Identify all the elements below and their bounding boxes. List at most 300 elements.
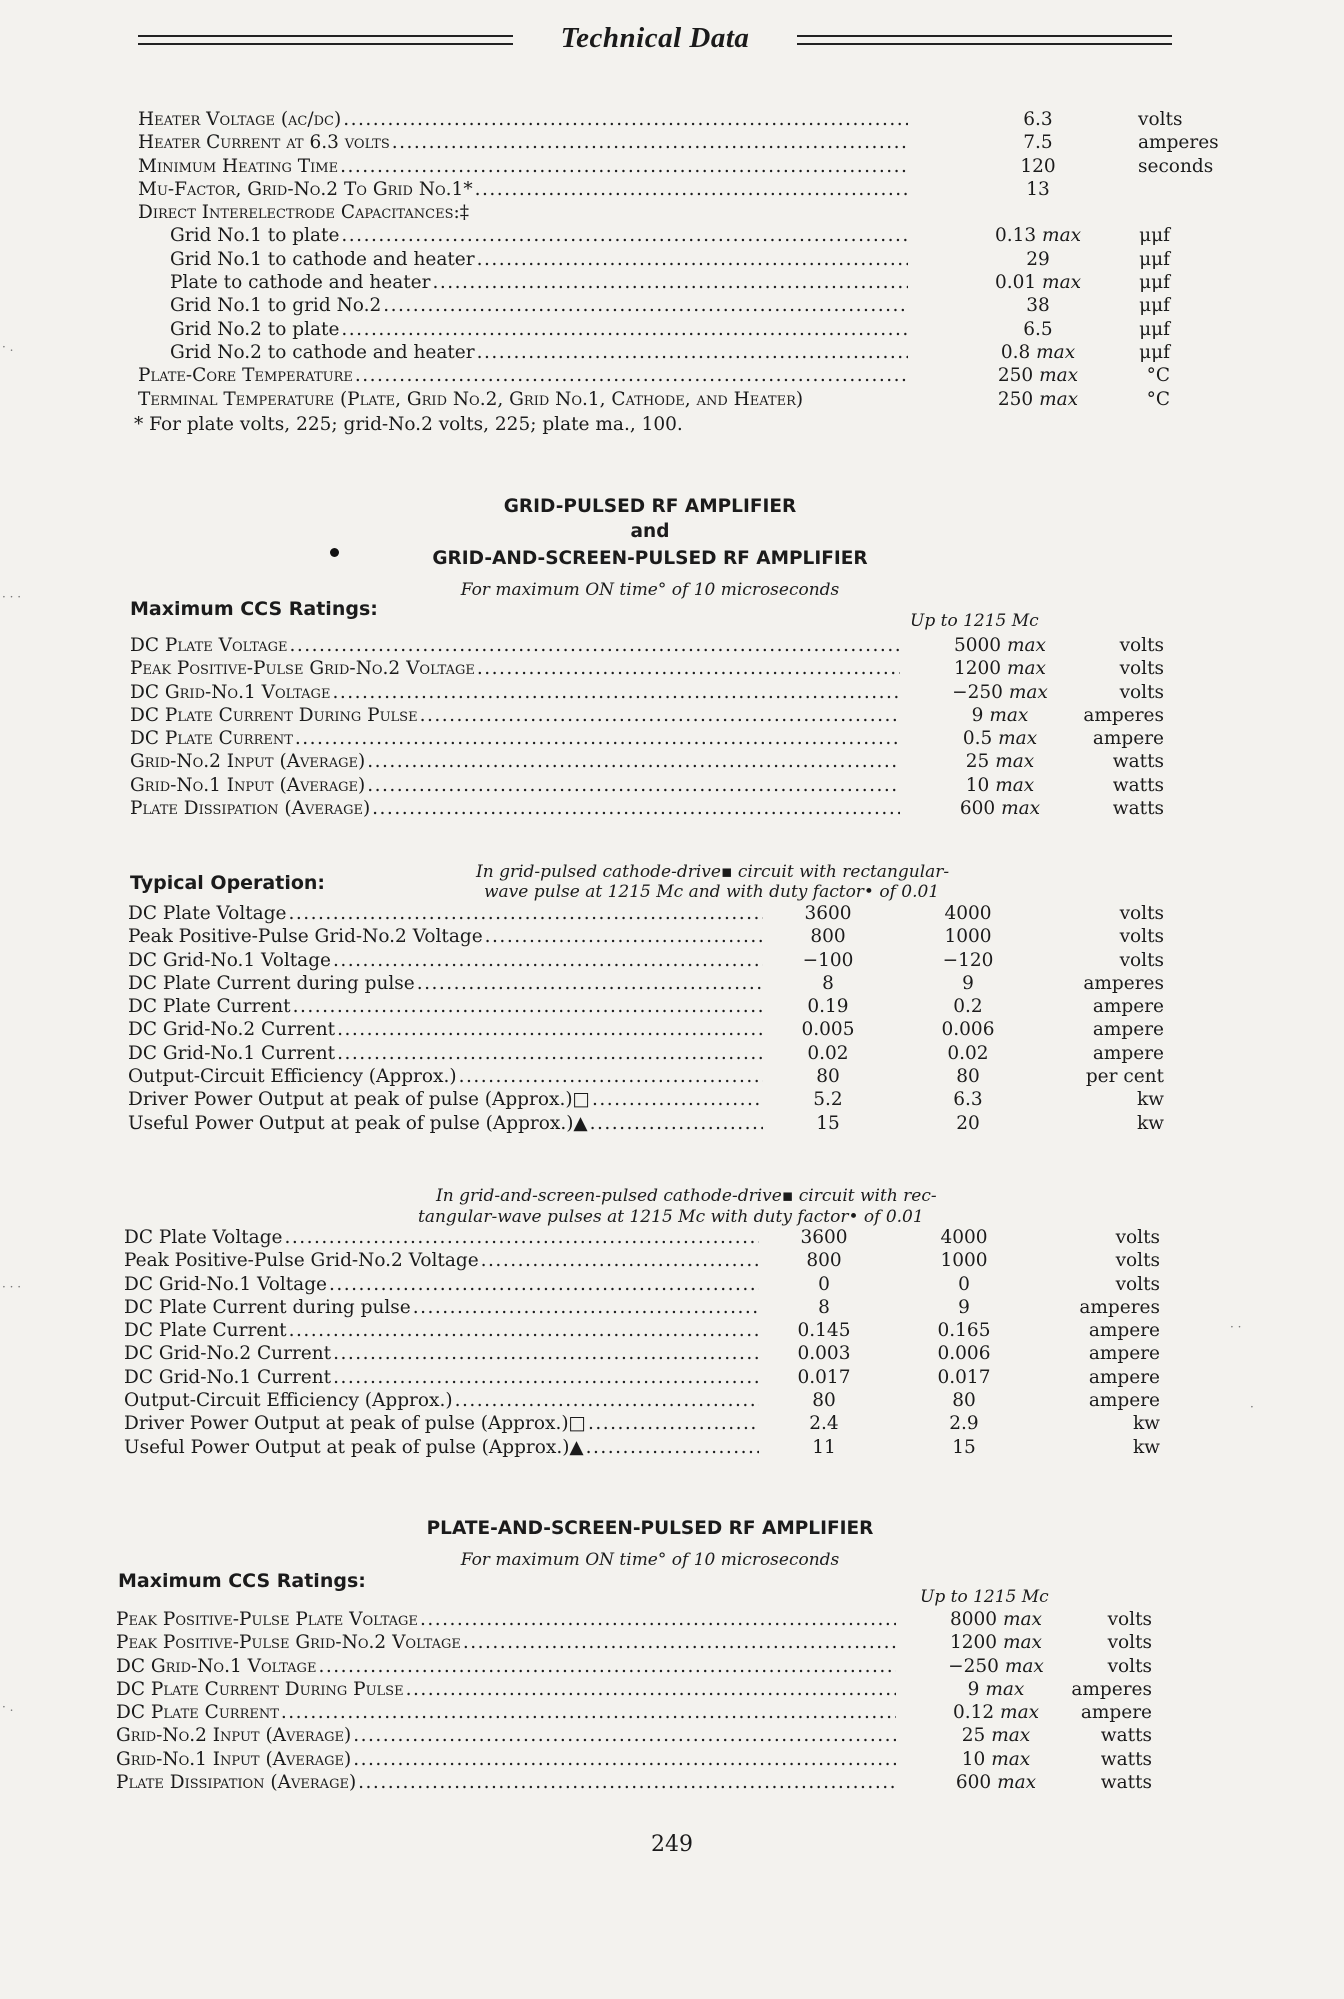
spec-row <box>116 1678 1156 1701</box>
spec-label: DC Grid-No.1 Current <box>124 1366 332 1388</box>
leader-dots <box>341 224 908 247</box>
spec-value <box>904 1249 1024 1272</box>
spec-value <box>904 1226 1024 1249</box>
spec-label: Output-Circuit Efficiency (Approx.) <box>124 1390 453 1412</box>
max-qualifier: max <box>1039 365 1079 387</box>
spec-unit: kw <box>1132 1436 1160 1458</box>
spec-label-wrap <box>130 750 900 773</box>
spec-value-number: 15 <box>952 1436 976 1458</box>
spec-unit: ampere <box>1088 1343 1160 1365</box>
spec-value <box>908 1042 1028 1065</box>
spec-value <box>908 995 1028 1018</box>
spec-value-number: 0.19 <box>807 996 849 1018</box>
spec-value-number: 800 <box>810 926 846 948</box>
leader-dots <box>432 271 908 294</box>
spec-row <box>130 727 1164 750</box>
spec-label: Grid No.2 to cathode and heater <box>170 341 475 363</box>
leader-dots <box>406 1678 896 1701</box>
spec-value-number: 13 <box>1026 178 1050 200</box>
spec-unit: amperes <box>1071 1678 1152 1700</box>
spec-label-wrap <box>138 364 908 387</box>
spec-value-number: 7.5 <box>1023 132 1053 154</box>
spec-value <box>764 1273 884 1296</box>
spec-value-number: 1200 <box>954 658 1002 680</box>
spec-label-wrap <box>170 318 908 341</box>
spec-label-wrap <box>130 797 900 820</box>
spec-unit: μμf <box>1139 272 1170 294</box>
spec-label-wrap <box>138 131 908 154</box>
spec-label: Plate to cathode and heater <box>170 272 431 294</box>
section1-max-ratings <box>130 634 1164 820</box>
spec-value-number: 0.02 <box>807 1042 849 1064</box>
leader-dots <box>329 1273 759 1296</box>
spec-label-wrap <box>138 178 908 201</box>
spec-row <box>124 1226 1164 1249</box>
leader-dots <box>341 318 908 341</box>
max-qualifier: max <box>995 751 1035 773</box>
section1-max-heading: Maximum CCS Ratings: <box>130 598 378 620</box>
max-qualifier: max <box>989 704 1029 726</box>
spec-value-number: 0.12 <box>952 1702 995 1724</box>
spec-unit: ampere <box>1092 996 1164 1018</box>
spec-label-wrap <box>170 294 908 317</box>
leader-dots <box>590 1112 763 1135</box>
spec-label-wrap <box>128 995 763 1018</box>
spec-value <box>768 1018 888 1041</box>
spec-label: DC Grid-No.1 Current <box>128 1042 336 1064</box>
leader-dots <box>586 1436 759 1459</box>
leader-dots <box>477 248 908 271</box>
spec-unit: μμf <box>1139 225 1170 247</box>
spec-value-number: 0.017 <box>937 1366 991 1388</box>
spec-value <box>768 1112 888 1135</box>
spec-label-wrap <box>124 1319 759 1342</box>
spec-unit: volts <box>1119 903 1164 924</box>
general-footnote: * For plate volts, 225; grid-No.2 volts, 225; plate ma., 100. <box>134 414 683 435</box>
spec-unit: watts <box>1100 1748 1152 1770</box>
spec-value <box>938 248 1138 271</box>
spec-row <box>116 1748 1156 1771</box>
spec-unit: amperes <box>1083 972 1164 994</box>
spec-value-number: 0.02 <box>947 1042 989 1064</box>
spec-label: Grid-No.2 Input (Average) <box>130 751 366 773</box>
spec-value-number: 29 <box>1026 248 1050 270</box>
max-qualifier: max <box>1042 225 1082 247</box>
spec-label-wrap <box>116 1655 896 1678</box>
spec-row <box>124 1319 1164 1342</box>
spec-row <box>116 1771 1156 1794</box>
spec-value-number: 25 <box>961 1725 986 1747</box>
spec-value <box>764 1226 884 1249</box>
spec-row <box>138 388 1170 411</box>
spec-row <box>130 657 1164 680</box>
spec-value <box>938 341 1138 364</box>
page-number: 249 <box>651 1832 693 1857</box>
spec-row <box>124 1389 1164 1412</box>
spec-unit: ampere <box>1088 1366 1160 1388</box>
spec-label-wrap <box>124 1296 759 1319</box>
spec-label-wrap <box>124 1366 759 1389</box>
spec-label-wrap <box>116 1631 896 1654</box>
spec-label-wrap <box>124 1389 759 1412</box>
max-qualifier: max <box>1002 1609 1042 1630</box>
spec-label: DC Plate Current During Pulse <box>130 704 418 726</box>
spec-unit: ampere <box>1088 1320 1160 1342</box>
leader-dots <box>333 949 763 972</box>
spec-row <box>138 248 1170 271</box>
spec-unit: °C <box>1146 388 1170 410</box>
max-qualifier: max <box>985 1678 1025 1700</box>
spec-row <box>124 1273 1164 1296</box>
leader-dots <box>343 108 908 131</box>
spec-value <box>764 1296 884 1319</box>
spec-label: DC Grid-No.1 Voltage <box>116 1655 317 1677</box>
spec-unit: ampere <box>1092 1019 1164 1041</box>
max-qualifier: max <box>991 1725 1031 1747</box>
spec-label: DC Plate Voltage <box>130 635 288 656</box>
spec-label-wrap <box>128 902 763 925</box>
spec-value-number: −100 <box>802 949 854 971</box>
spec-label-wrap <box>128 925 763 948</box>
spec-value <box>764 1342 884 1365</box>
spec-unit: μμf <box>1139 341 1170 363</box>
spec-value <box>908 1018 1028 1041</box>
leader-dots <box>475 178 908 201</box>
spec-label: Grid-No.2 Input (Average) <box>116 1725 352 1747</box>
max-qualifier: max <box>1000 1702 1040 1724</box>
spec-unit: amperes <box>1083 704 1164 726</box>
spec-label-wrap <box>128 1112 763 1135</box>
leader-dots <box>295 727 900 750</box>
spec-value <box>904 1366 1024 1389</box>
spec-row <box>138 201 1170 224</box>
spec-value-number: 11 <box>812 1436 836 1458</box>
spec-value-number: 4000 <box>944 903 992 924</box>
spec-row <box>138 341 1170 364</box>
spec-unit: amperes <box>1079 1296 1160 1318</box>
leader-dots <box>367 750 900 773</box>
spec-label-wrap <box>124 1273 759 1296</box>
spec-value-number: 6.5 <box>1023 318 1053 340</box>
spec-label-wrap <box>170 271 908 294</box>
spec-label-wrap <box>116 1748 896 1771</box>
spec-label: Output-Circuit Efficiency (Approx.) <box>128 1066 457 1088</box>
spec-value-number: 0.003 <box>797 1343 851 1365</box>
spec-label-wrap <box>130 681 900 704</box>
spec-unit: μμf <box>1139 248 1170 270</box>
spec-label-wrap <box>124 1226 759 1249</box>
margin-mark: · . <box>2 340 14 354</box>
max-qualifier: max <box>997 1772 1037 1794</box>
spec-row <box>138 224 1170 247</box>
spec-value-number: 10 <box>961 1748 986 1770</box>
spec-label: DC Grid-No.1 Voltage <box>124 1273 328 1295</box>
margin-mark: · . <box>2 1700 14 1714</box>
spec-row <box>128 949 1164 972</box>
leader-dots <box>372 797 900 820</box>
general-characteristics <box>138 108 1219 411</box>
spec-label: Useful Power Output at peak of pulse (Approx.)▲ <box>128 1112 588 1134</box>
spec-value <box>904 1273 1024 1296</box>
spec-value-number: 5.2 <box>813 1089 843 1111</box>
spec-label: Terminal Temperature (Plate, Grid No.2, Grid No.1, Cathode, and Heater) <box>138 388 804 410</box>
section1-typical-operation <box>128 902 1164 1135</box>
spec-value-number: 250 <box>997 388 1034 410</box>
spec-value-number: 0 <box>958 1273 970 1295</box>
spec-value-number: 0.5 <box>962 728 993 750</box>
spec-label-wrap <box>138 108 908 131</box>
spec-value-number: −250 <box>948 1655 999 1677</box>
section2-max-heading: Maximum CCS Ratings: <box>118 1570 366 1592</box>
spec-unit: seconds <box>1138 155 1214 177</box>
margin-mark: · · · <box>2 1280 22 1294</box>
section1-typical-heading: Typical Operation: <box>130 872 326 894</box>
leader-dots <box>420 1608 896 1631</box>
max-qualifier: max <box>1004 1655 1044 1677</box>
spec-label: Direct Interelectrode Capacitances:‡ <box>138 202 469 224</box>
spec-label: Mu-Factor, Grid-No.2 To Grid No.1* <box>138 178 473 200</box>
spec-label: Plate Dissipation (Average) <box>130 798 371 820</box>
spec-unit: kw <box>1136 1089 1164 1111</box>
margin-mark: · <box>1250 1400 1254 1414</box>
spec-value-number: 9 <box>962 972 974 994</box>
leader-dots <box>455 1389 759 1412</box>
spec-value-number: 0.005 <box>801 1019 855 1041</box>
leader-dots <box>459 1065 763 1088</box>
spec-value <box>904 1342 1024 1365</box>
spec-unit: volts <box>1119 949 1164 971</box>
max-qualifier: max <box>1036 341 1076 363</box>
spec-unit: kw <box>1136 1112 1164 1134</box>
leader-dots <box>417 972 763 995</box>
max-qualifier: max <box>1002 1632 1042 1654</box>
spec-row <box>116 1701 1156 1724</box>
spec-unit: volts <box>1119 681 1164 703</box>
spec-label: Plate Dissipation (Average) <box>116 1772 357 1794</box>
spec-row <box>116 1631 1156 1654</box>
spec-row <box>138 131 1219 154</box>
leader-dots <box>358 1771 896 1794</box>
spec-unit: volts <box>1107 1632 1152 1654</box>
spec-unit: volts <box>1119 926 1164 948</box>
leader-dots <box>477 341 908 364</box>
spec-label-wrap <box>138 201 938 224</box>
spec-label-wrap <box>130 657 900 680</box>
spec-value <box>908 1112 1028 1135</box>
spec-value-number: 250 <box>997 365 1034 387</box>
spec-row <box>130 681 1164 704</box>
spec-value <box>938 388 1138 411</box>
spec-value-number: 6.3 <box>953 1089 983 1111</box>
spec-value <box>938 108 1138 131</box>
leader-dots <box>383 294 908 317</box>
spec-value <box>768 1088 888 1111</box>
section1-title-line1: GRID-PULSED RF AMPLIFIER <box>503 496 797 517</box>
leader-dots <box>289 634 900 657</box>
spec-value-number: 2.9 <box>949 1413 979 1435</box>
spec-label: DC Grid-No.2 Current <box>124 1343 332 1365</box>
leader-dots <box>337 1018 763 1041</box>
spec-value-number: 9 <box>967 1678 980 1700</box>
spec-row <box>138 364 1170 387</box>
spec-unit: volts <box>1115 1273 1160 1295</box>
spec-label: DC Plate Current <box>130 728 293 750</box>
section1-subtitle: For maximum ON time° of 10 microseconds <box>460 580 840 600</box>
spec-row <box>128 1065 1164 1088</box>
spec-value-number: 10 <box>965 774 990 796</box>
spec-value-number: 0.01 <box>994 272 1037 294</box>
max-qualifier: max <box>1039 388 1079 410</box>
spec-row <box>138 178 1170 201</box>
spec-label: Grid No.1 to cathode and heater <box>170 248 475 270</box>
spec-unit: volts <box>1107 1655 1152 1677</box>
spec-value <box>768 902 888 925</box>
spec-value-number: 9 <box>958 1296 970 1318</box>
spec-label-wrap <box>138 388 938 411</box>
spec-value-number: 1200 <box>950 1632 998 1654</box>
spec-value-number: 0.8 <box>1000 341 1031 363</box>
spec-label: Peak Positive-Pulse Grid-No.2 Voltage <box>128 926 483 948</box>
spec-unit: volts <box>1138 109 1183 130</box>
spec-value <box>908 925 1028 948</box>
section1-typical-operation-screen <box>124 1226 1164 1459</box>
spec-value <box>938 271 1138 294</box>
spec-row <box>128 1042 1164 1065</box>
spec-label: Grid-No.1 Input (Average) <box>130 774 366 796</box>
spec-label: DC Grid-No.1 Voltage <box>130 681 331 703</box>
section2-max-ratings <box>116 1608 1156 1794</box>
spec-value <box>764 1249 884 1272</box>
spec-label-wrap <box>116 1608 896 1631</box>
section1-typical2-note-line1: In grid-and-screen-pulsed cathode-drive▪ circuit with rec- <box>436 1186 937 1206</box>
spec-row <box>128 925 1164 948</box>
spec-value-number: 4000 <box>940 1227 988 1248</box>
leader-dots <box>289 902 764 925</box>
spec-label-wrap <box>130 774 900 797</box>
spec-value-number: 0.006 <box>937 1343 991 1365</box>
spec-label: Minimum Heating Time <box>138 155 339 177</box>
spec-value-number: 80 <box>956 1066 980 1088</box>
header-title: Technical Data <box>560 22 750 54</box>
spec-value <box>938 224 1138 247</box>
section1-title-and: and <box>630 521 670 542</box>
leader-dots <box>333 1366 759 1389</box>
spec-value-number: 8000 <box>950 1609 998 1630</box>
spec-label-wrap <box>130 634 900 657</box>
spec-unit: ampere <box>1092 1042 1164 1064</box>
spec-value <box>908 1065 1028 1088</box>
spec-value-number: 0.145 <box>797 1320 851 1342</box>
spec-label-wrap <box>128 1088 763 1111</box>
spec-unit: volts <box>1115 1250 1160 1272</box>
leader-dots <box>588 1412 759 1435</box>
spec-value-number: 15 <box>816 1112 840 1134</box>
spec-row <box>128 902 1164 925</box>
leader-dots <box>355 364 908 387</box>
leader-dots <box>392 131 908 154</box>
spec-unit: volts <box>1107 1609 1152 1630</box>
spec-label: Plate-Core Temperature <box>138 365 353 387</box>
max-qualifier: max <box>1006 635 1046 656</box>
spec-value <box>764 1436 884 1459</box>
spec-row <box>128 1018 1164 1041</box>
spec-unit: watts <box>1100 1772 1152 1794</box>
spec-row <box>128 1112 1164 1135</box>
spec-label-wrap <box>130 727 900 750</box>
spec-row <box>124 1296 1164 1319</box>
spec-unit: ampere <box>1080 1702 1152 1724</box>
spec-label-wrap <box>170 248 908 271</box>
section2-subtitle: For maximum ON time° of 10 microseconds <box>460 1550 840 1570</box>
max-qualifier: max <box>991 1748 1031 1770</box>
spec-value <box>908 949 1028 972</box>
spec-label: Driver Power Output at peak of pulse (Approx.)□ <box>124 1413 587 1435</box>
spec-label-wrap <box>124 1342 759 1365</box>
spec-value-number: 80 <box>816 1066 840 1088</box>
leader-dots <box>485 925 763 948</box>
spec-label-wrap <box>170 341 908 364</box>
spec-value <box>938 155 1138 178</box>
spec-value-number: 800 <box>806 1250 842 1272</box>
leader-dots <box>481 1249 759 1272</box>
max-qualifier: max <box>995 774 1035 796</box>
spec-label: Grid No.2 to plate <box>170 318 340 340</box>
spec-label-wrap <box>130 704 900 727</box>
spec-label-wrap <box>128 972 763 995</box>
spec-row <box>138 318 1170 341</box>
spec-label-wrap <box>124 1249 759 1272</box>
spec-unit: kw <box>1132 1413 1160 1435</box>
spec-value <box>768 1042 888 1065</box>
spec-value <box>938 318 1138 341</box>
spec-value-number: 2.4 <box>809 1413 839 1435</box>
leader-dots <box>367 774 900 797</box>
spec-label-wrap <box>128 1042 763 1065</box>
spec-unit: volts <box>1115 1227 1160 1248</box>
spec-label-wrap <box>128 1018 763 1041</box>
spec-label-wrap <box>170 224 908 247</box>
leader-dots <box>332 681 900 704</box>
leader-dots <box>281 1701 896 1724</box>
leader-dots <box>413 1296 759 1319</box>
spec-value <box>764 1412 884 1435</box>
spec-row <box>124 1342 1164 1365</box>
leader-dots <box>318 1655 896 1678</box>
spec-value <box>768 1065 888 1088</box>
spec-row <box>130 750 1164 773</box>
leader-dots <box>353 1724 896 1747</box>
spec-row <box>138 271 1170 294</box>
spec-unit: watts <box>1112 798 1164 820</box>
spec-row <box>130 797 1164 820</box>
spec-row <box>124 1249 1164 1272</box>
spec-row <box>128 972 1164 995</box>
leader-dots <box>477 657 900 680</box>
spec-label: Peak Positive-Pulse Grid-No.2 Voltage <box>116 1632 461 1654</box>
spec-value-number: 0.017 <box>797 1366 851 1388</box>
spec-value <box>904 1436 1024 1459</box>
spec-value <box>904 1412 1024 1435</box>
section1-typical2-note-line2: tangular-wave pulses at 1215 Mc with duty factor• of 0.01 <box>418 1207 924 1227</box>
spec-unit: °C <box>1146 365 1170 387</box>
spec-label: Peak Positive-Pulse Grid-No.2 Voltage <box>124 1250 479 1272</box>
spec-label: Heater Current at 6.3 volts <box>138 132 390 154</box>
spec-row <box>124 1436 1164 1459</box>
header-rule-right <box>797 35 1172 45</box>
spec-row <box>116 1608 1156 1631</box>
max-qualifier: max <box>1042 272 1082 294</box>
spec-value-number: 3600 <box>800 1227 848 1248</box>
